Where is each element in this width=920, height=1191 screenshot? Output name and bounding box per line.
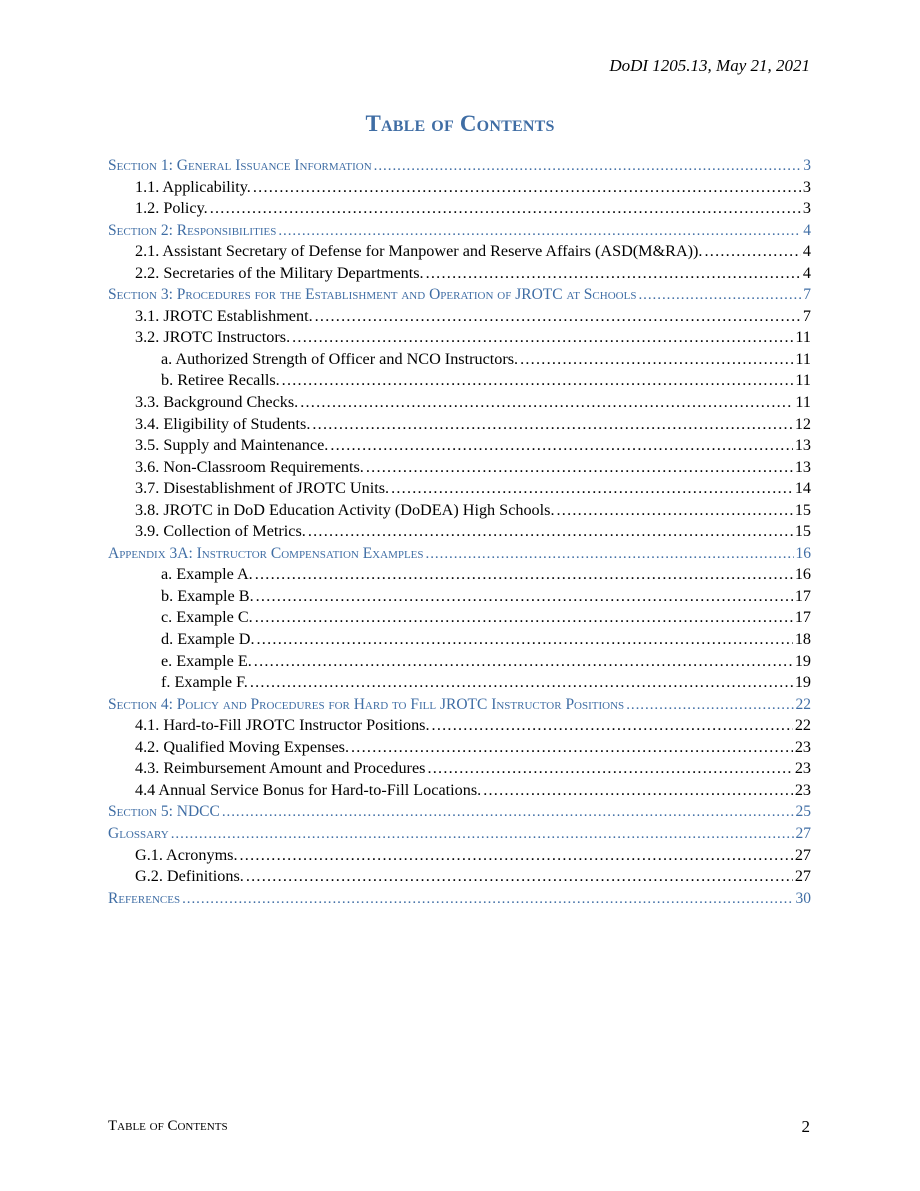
toc-entry-title: 3.4. Eligibility of Students.: [135, 414, 311, 433]
toc-entry-title: 2.1. Assistant Secretary of Defense for Manpower and Reserve Affairs (ASD(M&RA)).: [135, 242, 703, 261]
toc-entry-page: 13: [794, 436, 811, 455]
dot-leader: [171, 824, 794, 845]
toc-entry-page: 16: [794, 565, 811, 584]
toc-entry-page: 27: [795, 824, 811, 842]
toc-entry-page: 17: [794, 586, 811, 605]
toc-entry-title: 3.2. JROTC Instructors.: [135, 328, 291, 347]
dot-leader: [254, 651, 793, 673]
toc-entry-page: 12: [794, 414, 811, 433]
toc-entry-title: 3.1. JROTC Establishment.: [135, 306, 313, 325]
dot-leader: [257, 629, 793, 651]
dot-leader: [255, 607, 793, 629]
toc-entry-title: 3.7. Disestablishment of JROTC Units.: [135, 479, 390, 498]
toc-entry[interactable]: [108, 263, 811, 285]
toc-entry-page: 13: [794, 457, 811, 476]
toc-entry-title: 3.3. Background Checks.: [135, 393, 299, 412]
toc-entry[interactable]: [108, 414, 811, 436]
toc-entry[interactable]: [108, 435, 811, 457]
toc-entry-title: G.1. Acronyms.: [135, 845, 238, 864]
toc-entry-title: f. Example F.: [161, 673, 248, 692]
dot-leader: [222, 802, 794, 823]
toc-entry[interactable]: [108, 327, 811, 349]
toc-entry-page: 15: [794, 500, 811, 519]
toc-entry-title: e. Example E.: [161, 651, 252, 670]
toc-section-entry[interactable]: [108, 801, 811, 823]
toc-entry-title: G.2. Definitions.: [135, 867, 244, 886]
dot-leader: [282, 370, 794, 392]
toc-entry-title: References: [108, 889, 181, 907]
dot-leader: [626, 695, 793, 716]
toc-entry-page: 27: [794, 867, 811, 886]
toc-entry-title: d. Example D.: [161, 630, 255, 649]
toc-section-entry[interactable]: [108, 284, 811, 306]
toc-entry-page: 17: [794, 608, 811, 627]
toc-entry[interactable]: [108, 177, 811, 199]
toc-entry-title: Section 4: Policy and Procedures for Hard to Fill JROTC Instructor Positions: [108, 695, 625, 713]
toc-section-entry[interactable]: [108, 543, 811, 565]
toc-entry[interactable]: [108, 457, 811, 479]
table-of-contents: [108, 155, 811, 909]
dot-leader: [250, 672, 793, 694]
toc-entry[interactable]: [108, 651, 811, 673]
toc-section-entry[interactable]: [108, 155, 811, 177]
toc-entry[interactable]: [108, 629, 811, 651]
dot-leader: [351, 737, 793, 759]
toc-entry-page: 15: [794, 522, 811, 541]
toc-entry-title: 1.2. Policy.: [135, 199, 208, 218]
toc-entry-title: 1.1. Applicability.: [135, 177, 251, 196]
dot-leader: [292, 327, 793, 349]
toc-entry-page: 3: [802, 199, 811, 218]
toc-entry-title: a. Authorized Strength of Officer and NCO Instructors.: [161, 349, 519, 368]
toc-entry-page: 23: [794, 759, 811, 778]
dot-leader: [483, 780, 793, 802]
toc-entry[interactable]: [108, 370, 811, 392]
toc-entry-page: 22: [795, 695, 811, 713]
toc-entry-title: Glossary: [108, 824, 169, 842]
dot-leader: [374, 156, 802, 177]
toc-entry[interactable]: [108, 672, 811, 694]
toc-entry-page: 11: [795, 371, 811, 390]
toc-entry-page: 11: [795, 349, 811, 368]
toc-entry-title: b. Example B.: [161, 586, 254, 605]
toc-entry-title: 4.1. Hard-to-Fill JROTC Instructor Positions.: [135, 716, 430, 735]
toc-entry-page: 4: [803, 221, 811, 239]
document-reference: DoDI 1205.13, May 21, 2021: [609, 56, 810, 75]
toc-entry-title: 4.4 Annual Service Bonus for Hard-to-Fill Locations.: [135, 780, 482, 799]
toc-entry-page: 4: [802, 242, 811, 261]
toc-entry[interactable]: [108, 500, 811, 522]
dot-leader: [366, 457, 793, 479]
toc-entry-title: 3.6. Non-Classroom Requirements.: [135, 457, 364, 476]
toc-entry-title: 3.8. JROTC in DoD Education Activity (DoDEA) High Schools.: [135, 500, 555, 519]
toc-entry-page: 11: [795, 328, 811, 347]
toc-section-entry[interactable]: [108, 694, 811, 716]
toc-entry-title: a. Example A.: [161, 565, 253, 584]
dot-leader: [278, 221, 801, 242]
dot-leader: [300, 392, 793, 414]
dot-leader: [246, 866, 793, 888]
toc-entry[interactable]: [108, 607, 811, 629]
toc-entry[interactable]: [108, 866, 811, 888]
toc-section-entry[interactable]: [108, 888, 811, 910]
dot-leader: [557, 500, 793, 522]
toc-entry-title: 3.5. Supply and Maintenance.: [135, 436, 329, 455]
toc-entry-page: 18: [794, 630, 811, 649]
toc-entry-title: Section 5: NDCC: [108, 803, 220, 821]
dot-leader: [210, 198, 801, 220]
toc-entry-title: Section 3: Procedures for the Establishment and Operation of JROTC at Schools: [108, 286, 637, 304]
dot-leader: [427, 758, 792, 780]
toc-entry-title: 2.2. Secretaries of the Military Departments.: [135, 263, 424, 282]
dot-leader: [520, 349, 793, 371]
toc-entry[interactable]: [108, 306, 811, 328]
footer-section-label: Table of Contents: [108, 1118, 228, 1134]
toc-section-entry[interactable]: [108, 220, 811, 242]
page-title: Table of Contents: [365, 111, 555, 136]
toc-entry-title: Appendix 3A: Instructor Compensation Examples: [108, 544, 424, 562]
toc-entry-title: c. Example C.: [161, 608, 253, 627]
toc-entry-title: Section 1: General Issuance Information: [108, 157, 372, 174]
dot-leader: [312, 414, 792, 436]
dot-leader: [426, 544, 794, 565]
toc-entry-page: 7: [802, 306, 811, 325]
toc-entry[interactable]: [108, 715, 811, 737]
toc-entry[interactable]: [108, 198, 811, 220]
toc-entry-page: 25: [795, 803, 811, 821]
dot-leader: [432, 715, 793, 737]
dot-leader: [182, 889, 793, 910]
dot-leader: [426, 263, 801, 285]
toc-entry[interactable]: [108, 737, 811, 759]
toc-entry[interactable]: [108, 241, 811, 263]
toc-entry[interactable]: [108, 586, 811, 608]
dot-leader: [253, 177, 801, 199]
toc-section-entry[interactable]: [108, 823, 811, 845]
toc-entry-page: 14: [794, 479, 811, 498]
dot-leader: [704, 241, 800, 263]
dot-leader: [256, 586, 793, 608]
toc-entry-page: 23: [794, 737, 811, 756]
dot-leader: [240, 845, 793, 867]
toc-entry-page: 7: [803, 286, 811, 304]
toc-entry-title: Section 2: Responsibilities: [108, 221, 277, 239]
dot-leader: [308, 521, 793, 543]
toc-entry-page: 3: [802, 177, 811, 196]
dot-leader: [330, 435, 793, 457]
toc-entry[interactable]: [108, 845, 811, 867]
page-number: 2: [801, 1117, 810, 1136]
toc-entry[interactable]: [108, 521, 811, 543]
toc-entry[interactable]: [108, 349, 811, 371]
toc-entry[interactable]: [108, 564, 811, 586]
toc-entry[interactable]: [108, 392, 811, 414]
toc-entry-page: 19: [794, 673, 811, 692]
toc-entry-page: 23: [794, 780, 811, 799]
dot-leader: [391, 478, 793, 500]
toc-entry[interactable]: [108, 780, 811, 802]
toc-entry-page: 3: [803, 157, 811, 174]
toc-entry-page: 22: [794, 716, 811, 735]
toc-entry-title: 3.9. Collection of Metrics.: [135, 522, 306, 541]
toc-entry[interactable]: [108, 478, 811, 500]
dot-leader: [315, 306, 801, 328]
dot-leader: [638, 285, 801, 306]
dot-leader: [255, 564, 793, 586]
toc-entry-page: 27: [794, 845, 811, 864]
toc-entry-page: 30: [795, 889, 811, 907]
toc-entry-title: 4.3. Reimbursement Amount and Procedures: [135, 759, 426, 778]
toc-entry-title: b. Retiree Recalls.: [161, 371, 280, 390]
toc-entry-title: 4.2. Qualified Moving Expenses.: [135, 737, 350, 756]
toc-entry-page: 11: [795, 393, 811, 412]
toc-entry-page: 4: [802, 263, 811, 282]
toc-entry-page: 16: [795, 544, 811, 562]
toc-entry[interactable]: [108, 758, 811, 780]
toc-entry-page: 19: [794, 651, 811, 670]
